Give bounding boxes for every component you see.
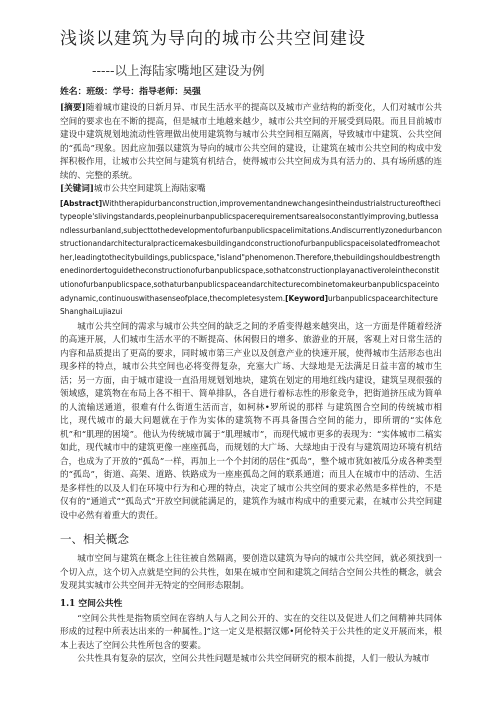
- keywords-cn-text: 城市公共空间建筑上海陆家嘴: [93, 184, 206, 194]
- section-paragraph: 城市空间与建筑在概念上往往被自然隔离，要创造以建筑为导向的城市公共空间，就必须找到一个切入点，这个切入点就是空间的公共性，如果在城市空间和建筑之间结合空间公共性的概念，就会发现其实城市公共空间并无特定的空间形态限制。: [60, 554, 442, 592]
- subsection-heading: 1.1 空间公共性: [60, 598, 123, 609]
- abstract-cn-text: 随着城市建设的日新月异、市民生活水平的提高以及城市产业结构的新变化，人们对城市公共空间的要求也在不断的提高，但是城市土地越来越少，城市公共空间的开展受到局限。而且目前城市建设中建筑规划地流动性管理做出使用建筑物与城市公共空间相互隔离，导致城市中建筑、公共空间的“孤岛”现象。因此应加强以建筑为导向的城市公共空间的建设，让建筑在城市公共空间的构成中发挥积极作用，让城市公共空间与建筑有机结合，使得城市公共空间成为具有活力的、具有场所感的连续的、完整的系统。: [60, 103, 442, 181]
- keywords-cn: [60, 183, 442, 197]
- author-meta: 姓名：班级：学号：指导老师：吴强: [60, 87, 201, 97]
- keyword-en-label: [Keyword]: [285, 292, 329, 303]
- abstract-en-text: Withtherapidurbanconstruction,improvementandnewchangesintheindustrialstructureofthecitypeople'slivingstandards,peopleinurbanpublicspacerequirementsarealsoconstantlyimproving,butlessandlessurbanland,subjecttothedevelopmentofurbanpublicspacelimitations.Andiscurrentlyzonedurbanconstructionandarchitecturalpracticemakesbuildingandconstructionofurbanpublicspaceisolatedfromeachother,leadingtothecitybuildings,publicspace,"island"phenomenon.Therefore,thebuildingshouldbestrengthenedinordertoguidetheconstructionofurbanpublicspace,sothatconstructionplayanactiveroleintheconstitutionofurbanpublicspace,sothaturbanpublicspaceandarchitecturecombinetomakeurbanpublicspaceintoadynamic,continuouswithasenseofplace,thecompletesystem.: [60, 197, 442, 303]
- abstract-cn-label: [摘要]: [60, 103, 86, 113]
- paper-subtitle: -----以上海陆家嘴地区建设为例: [92, 63, 265, 78]
- keyword-en-text: urbanpublicspacearchitectureShanghaiLujiazui: [60, 292, 438, 317]
- body-paragraph: 城市公共空间的需求与城市公共空间的缺乏之间的矛盾变得越来越突出，这一方面是伴随着经济的高速开展，人们城市生活水平的不断提高、休闲假日的增多、旅游业的开展，客观上对日常生活的内容和品质提出了更高的要求，同时城市第三产业以及创意产业的快速开展，使得城市生活形态也出现多样的特点，城市公共空间也必将变得复杂，充塞大广场、大绿地是无法满足日益丰富的城市生活；另一方面，由于城市建设一直沿用规划划地块，建筑在划定的用地红线内建设，建筑呈现很强的领域感，建筑物在布局上各不相干、简单排队，各自进行着标志性的形象竞争，把街道挤压成为简单的人流输送通道，很难有什么街道生活而言，如柯林•罗所说的那样 与建筑图合空间的传统城市相比，现代城市的最大问题就在于作为实体的建筑物不再具备围合空间的能力，即所谓的“实体危机”和“肌理的困境”。他认为传统城市属于“肌理城市”，而现代城市更多的表现为：“实体城市二稿实如此，现代城市中的建筑更像一座座孤岛，而规划的大广场、大绿地由于没有与建筑周边环境有机结合，也成为了开放的“孤岛”一样，再加上一个个封闭的居住“孤岛”，整个城市犹如被瓜分成各种类型的“孤岛”，街道、高架、道路、铁路成为一座座孤岛之间的联系通道；而且人在城市中的活动、生活是多样性的以及人们在环境中行为和心理的特点，决定了城市公共空间的要求必然是多样性的，不是仅有的“通道式”“孤岛式”开放空间就能满足的，建筑作为城市构成中的重要元素，在城市公共空间建设中必然有着重大的责任。: [60, 321, 442, 521]
- subsection-paragraph: “空间公共性是指物质空间在容纳人与人之间公开的、实在的交往以及促进人们之间精神共同体形成的过程中所表达出来的一种属性。]”这一定义是根据汉娜•阿伦特关于公共性的定义开展而来，根本上表达了空间公共性所包含的要素。: [60, 613, 442, 651]
- abstract-cn: [60, 102, 442, 183]
- section-heading: 一、相关概念: [60, 532, 129, 547]
- abstract-en-label: [Abstract]: [60, 197, 103, 208]
- abstract-en: [60, 197, 442, 319]
- paper-title: 浅谈以建筑为导向的城市公共空间建设: [60, 29, 366, 49]
- subsection-paragraph-2: 公共性具有复杂的层次，空间公共性问题是城市公共空间研究的根本前提，人们一般认为城市: [77, 654, 430, 665]
- keywords-cn-label: [关键词]: [60, 184, 94, 194]
